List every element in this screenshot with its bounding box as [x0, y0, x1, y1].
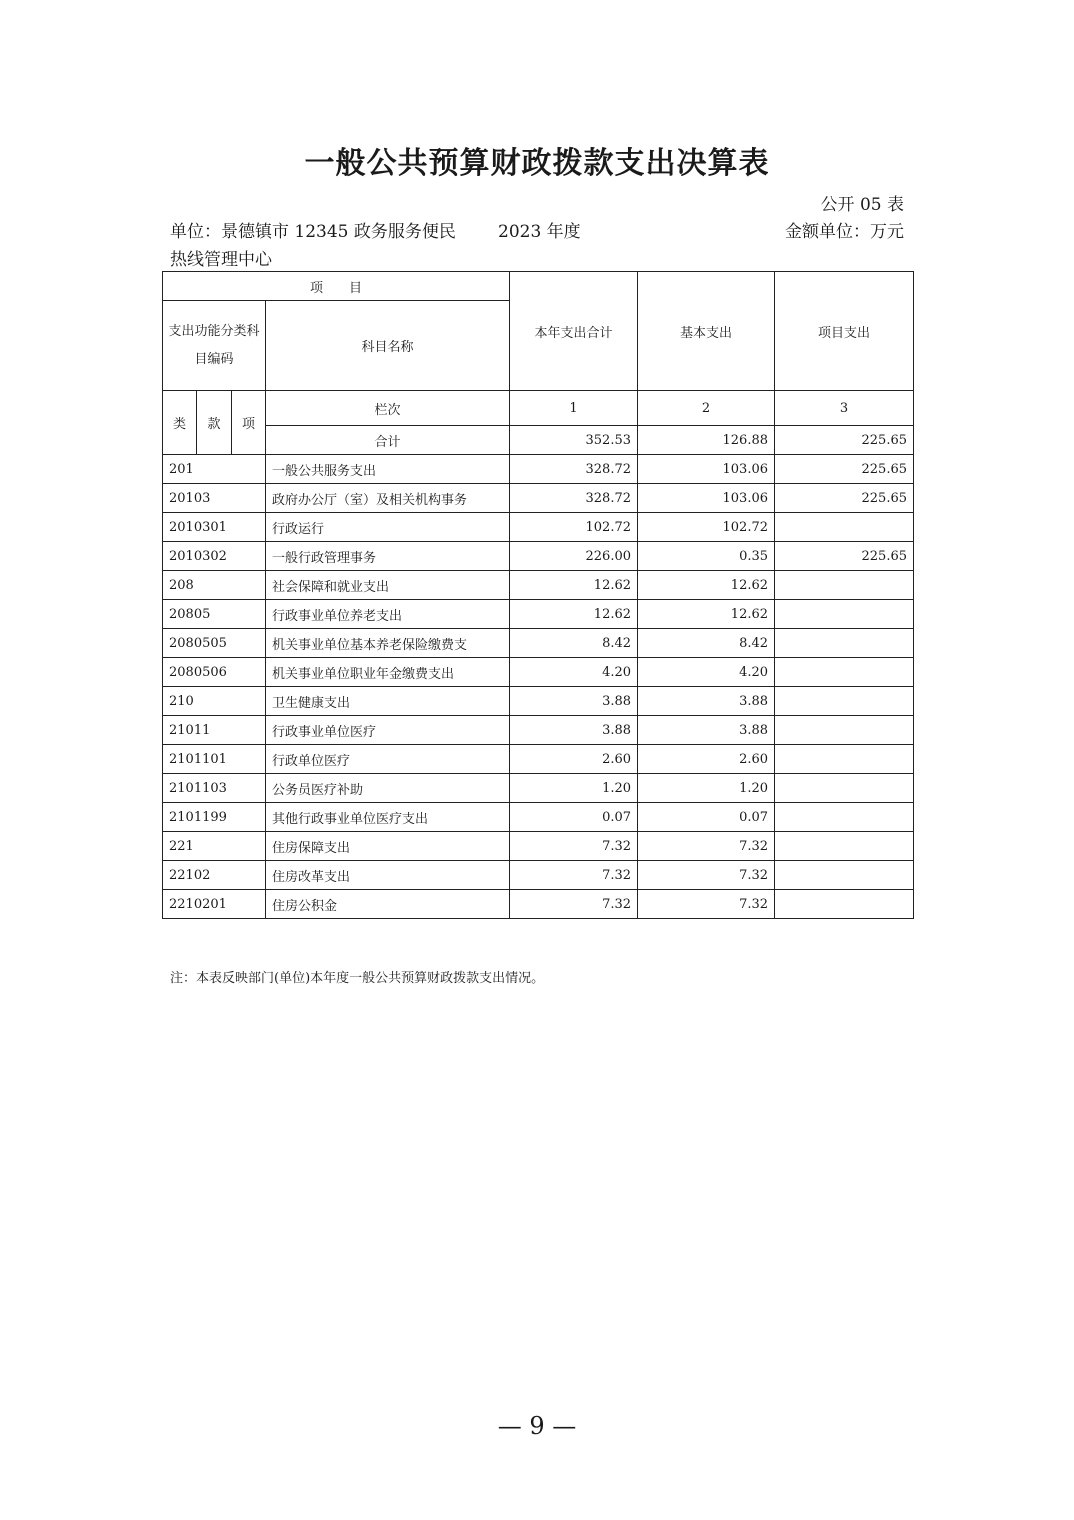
row-subject-name: 行政运行 — [266, 513, 510, 542]
row-total: 1.20 — [510, 774, 638, 803]
table-note: 注：本表反映部门(单位)本年度一般公共预算财政拨款支出情况。 — [170, 971, 545, 986]
row-project — [775, 890, 914, 919]
row-code: 2101103 — [163, 774, 266, 803]
row-code: 221 — [163, 832, 266, 861]
row-basic: 12.62 — [638, 600, 775, 629]
sum-total: 352.53 — [510, 426, 638, 455]
table-row — [163, 513, 914, 542]
header-basic: 基本支出 — [638, 272, 775, 391]
header-col2: 2 — [638, 391, 775, 426]
row-basic: 0.07 — [638, 803, 775, 832]
row-subject-name: 住房保障支出 — [266, 832, 510, 861]
row-code: 208 — [163, 571, 266, 600]
row-project: 225.65 — [775, 542, 914, 571]
row-basic: 4.20 — [638, 658, 775, 687]
row-basic: 7.32 — [638, 832, 775, 861]
header-row-1 — [163, 272, 914, 301]
row-code: 2010301 — [163, 513, 266, 542]
page-title: 一般公共预算财政拨款支出决算表 — [304, 146, 770, 181]
row-basic: 103.06 — [638, 455, 775, 484]
row-subject-name: 行政事业单位养老支出 — [266, 600, 510, 629]
row-code: 20805 — [163, 600, 266, 629]
row-subject-name: 住房改革支出 — [266, 861, 510, 890]
header-xiang: 项 — [232, 391, 266, 455]
row-total: 7.32 — [510, 890, 638, 919]
row-basic: 102.72 — [638, 513, 775, 542]
row-code: 2101199 — [163, 803, 266, 832]
header-func-code: 支出功能分类科目编码 — [163, 301, 266, 391]
page-number: — 9 — — [497, 1412, 577, 1440]
sum-label: 合计 — [266, 426, 510, 455]
table-row — [163, 832, 914, 861]
row-subject-name: 行政事业单位医疗 — [266, 716, 510, 745]
table-row — [163, 716, 914, 745]
row-total: 226.00 — [510, 542, 638, 571]
row-project — [775, 687, 914, 716]
unit-name: 单位：景德镇市 12345 政务服务便民热线管理中心 — [170, 222, 456, 270]
row-basic: 3.88 — [638, 716, 775, 745]
row-basic: 1.20 — [638, 774, 775, 803]
header-col1: 1 — [510, 391, 638, 426]
row-subject-name: 政府办公厅（室）及相关机构事务 — [266, 484, 510, 513]
row-project — [775, 571, 914, 600]
row-total: 7.32 — [510, 832, 638, 861]
row-code: 22102 — [163, 861, 266, 890]
header-lei: 类 — [163, 391, 197, 455]
row-code: 2010302 — [163, 542, 266, 571]
row-total: 12.62 — [510, 571, 638, 600]
row-subject-name: 一般行政管理事务 — [266, 542, 510, 571]
row-total: 12.62 — [510, 600, 638, 629]
table-row — [163, 890, 914, 919]
row-code: 201 — [163, 455, 266, 484]
row-project — [775, 658, 914, 687]
table-row — [163, 600, 914, 629]
row-subject-name: 卫生健康支出 — [266, 687, 510, 716]
row-project — [775, 513, 914, 542]
row-total: 102.72 — [510, 513, 638, 542]
budget-table — [162, 271, 914, 919]
row-subject-name: 其他行政事业单位医疗支出 — [266, 803, 510, 832]
row-total: 3.88 — [510, 687, 638, 716]
header-kuan: 款 — [197, 391, 232, 455]
row-project — [775, 861, 914, 890]
row-basic: 7.32 — [638, 890, 775, 919]
row-project: 225.65 — [775, 455, 914, 484]
row-code: 20103 — [163, 484, 266, 513]
table-row — [163, 658, 914, 687]
table-row — [163, 629, 914, 658]
row-basic: 0.35 — [638, 542, 775, 571]
table-row — [163, 484, 914, 513]
row-project — [775, 803, 914, 832]
header-total: 本年支出合计 — [510, 272, 638, 391]
row-code: 2101101 — [163, 745, 266, 774]
row-basic: 3.88 — [638, 687, 775, 716]
row-subject-name: 机关事业单位职业年金缴费支出 — [266, 658, 510, 687]
row-basic: 103.06 — [638, 484, 775, 513]
sum-basic: 126.88 — [638, 426, 775, 455]
row-project — [775, 600, 914, 629]
row-basic: 2.60 — [638, 745, 775, 774]
table-row — [163, 571, 914, 600]
row-subject-name: 社会保障和就业支出 — [266, 571, 510, 600]
row-total: 8.42 — [510, 629, 638, 658]
row-basic: 8.42 — [638, 629, 775, 658]
row-project — [775, 745, 914, 774]
row-subject-name: 公务员医疗补助 — [266, 774, 510, 803]
row-total: 2.60 — [510, 745, 638, 774]
table-row — [163, 803, 914, 832]
header-subject-name: 科目名称 — [266, 301, 510, 391]
table-row — [163, 687, 914, 716]
row-basic: 12.62 — [638, 571, 775, 600]
row-subject-name: 机关事业单位基本养老保险缴费支 — [266, 629, 510, 658]
table-row — [163, 745, 914, 774]
row-subject-name: 一般公共服务支出 — [266, 455, 510, 484]
fiscal-year: 2023 年度 — [498, 222, 581, 242]
row-code: 2210201 — [163, 890, 266, 919]
row-total: 328.72 — [510, 455, 638, 484]
table-row — [163, 861, 914, 890]
header-item: 项 目 — [163, 272, 510, 301]
row-total: 7.32 — [510, 861, 638, 890]
table-row — [163, 542, 914, 571]
row-total: 4.20 — [510, 658, 638, 687]
sum-row — [163, 426, 914, 455]
row-project — [775, 629, 914, 658]
row-project — [775, 716, 914, 745]
row-total: 328.72 — [510, 484, 638, 513]
table-row — [163, 455, 914, 484]
form-number: 公开 05 表 — [820, 195, 904, 215]
row-project — [775, 774, 914, 803]
row-code: 2080505 — [163, 629, 266, 658]
amount-unit: 金额单位：万元 — [785, 222, 904, 242]
row-project: 225.65 — [775, 484, 914, 513]
row-total: 0.07 — [510, 803, 638, 832]
row-code: 210 — [163, 687, 266, 716]
row-code: 21011 — [163, 716, 266, 745]
header-project: 项目支出 — [775, 272, 914, 391]
sum-project: 225.65 — [775, 426, 914, 455]
header-column-no: 栏次 — [266, 391, 510, 426]
row-basic: 7.32 — [638, 861, 775, 890]
row-project — [775, 832, 914, 861]
row-code: 2080506 — [163, 658, 266, 687]
table-row — [163, 774, 914, 803]
header-col3: 3 — [775, 391, 914, 426]
row-total: 3.88 — [510, 716, 638, 745]
row-subject-name: 行政单位医疗 — [266, 745, 510, 774]
header-row-3 — [163, 391, 914, 426]
row-subject-name: 住房公积金 — [266, 890, 510, 919]
